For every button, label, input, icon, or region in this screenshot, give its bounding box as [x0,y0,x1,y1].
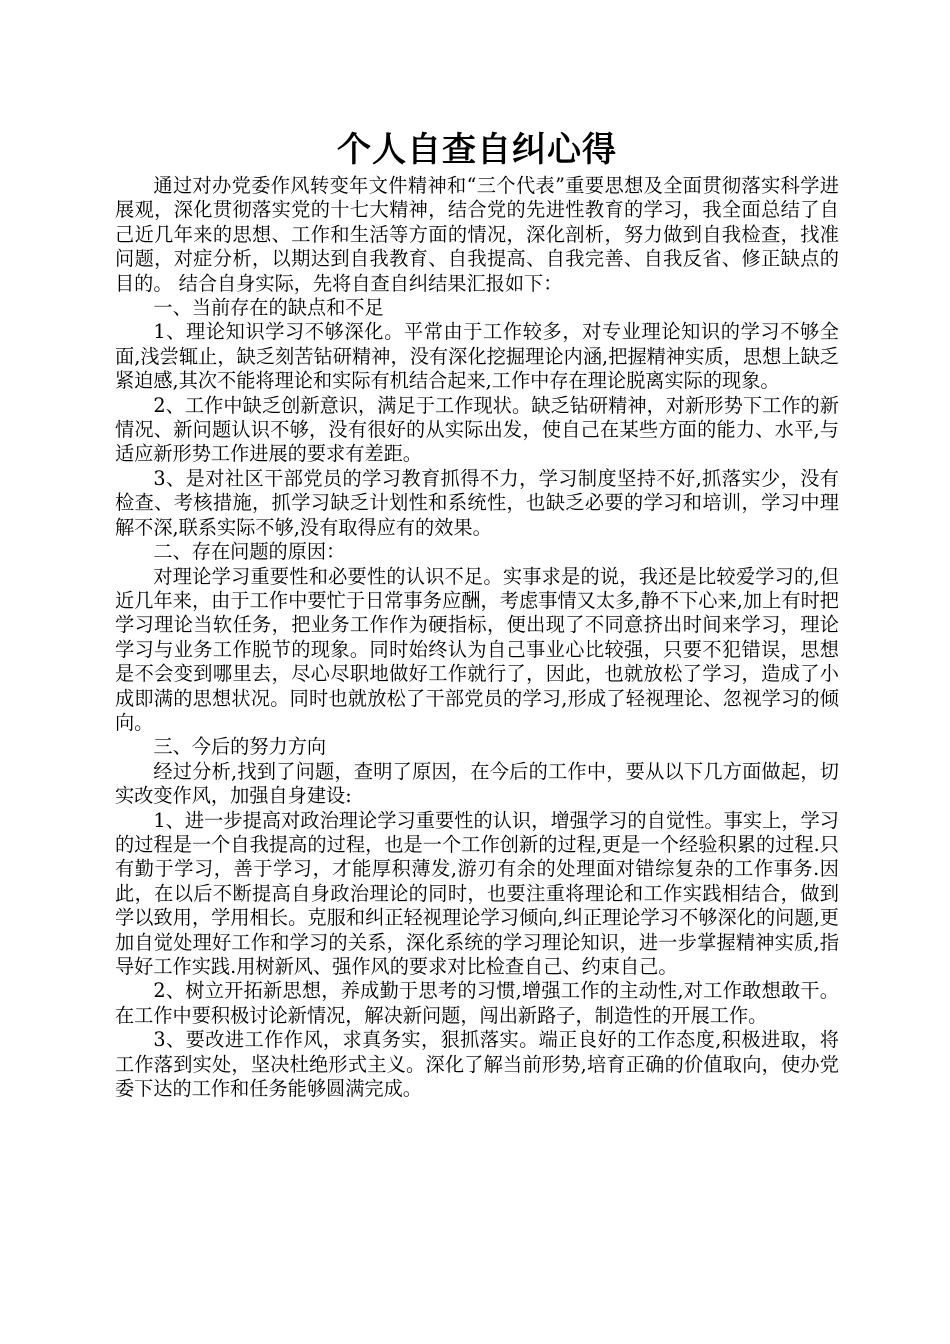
paragraph-shortcoming-2: 2、工作中缺乏创新意识，满足于工作现状。缺乏钻研精神，对新形势下工作的新情况、新问题认识不够，没有很好的从实际出发，使自己在某些方面的能力、水平,与适应新形势工作进展的要求有差距。 [115,393,839,466]
paragraph-shortcoming-1: 1、理论知识学习不够深化。平常由于工作较多，对专业理论知识的学习不够全面,浅尝辄止，缺乏刻苦钻研精神，没有深化挖掘理论内涵,把握精神实质，思想上缺乏紧迫感,其次不能将理论和实际有机结合起来,工作中存在理论脱离实际的现象。 [115,320,839,393]
paragraph-direction-2: 2、树立开拓新思想，养成勤于思考的习惯,增强工作的主动性,对工作敢想敢干。在工作中要积极讨论新情况，解决新问题，闯出新路子，制造性的开展工作。 [115,979,839,1027]
section-heading-causes: 二、存在问题的原因： [153,540,346,564]
paragraph-direction-1: 1、进一步提高对政治理论学习重要性的认识，增强学习的自觉性。事实上，学习的过程是一个自我提高的过程，也是一个工作创新的过程,更是一个经验积累的过程.只有勤于学习，善于学习，才能厚积薄发,游刃有余的处理面对错综复杂的工作事务.因此，在以后不断提高自身政治理论的同时，也要注重将理论和工作实践相结合，做到学以致用，学用相长。克服和纠正轻视理论学习倾向,纠正理论学习不够深化的问题,更加自觉处理好工作和学习的关系，深化系统的学习理论知识，进一步掌握精神实质,指导好工作实践.用树新风、强作风的要求对比检查自己、约束自己。 [115,808,839,978]
document-page [115,128,839,1101]
section-heading-shortcomings: 一、当前存在的缺点和不足 [153,296,384,320]
paragraph-direction-3: 3、要改进工作作风，求真务实，狠抓落实。端正良好的工作态度,积极进取，将工作落到实处，坚决杜绝形式主义。深化了解当前形势,培育正确的价值取向，使办党委下达的工作和任务能够圆满完成。 [115,1028,839,1101]
document-title: 个人自查自纠心得 [337,130,617,170]
paragraph-direction-intro: 经过分析,找到了问题，查明了原因，在今后的工作中，要从以下几方面做起，切实改变作风，加强自身建设: [115,759,839,808]
paragraph-causes: 对理论学习重要性和必要性的认识不足。实事求是的说，我还是比较爱学习的,但近几年来，由于工作中要忙于日常事务应酬，考虑事情又太多,静不下心来,加上有时把学习理论当软任务，把业务工作作为硬指标，便出现了不同意挤出时间来学习，理论学习与业务工作脱节的现象。同时始终认为自己事业心比较强，只要不犯错误，思想是不会变到哪里去，尽心尽职地做好工作就行了，因此，也就放松了学习，造成了小成即满的思想状况。同时也就放松了干部党员的学习,形成了轻视理论、忽视学习的倾向。 [115,564,839,734]
section-heading-direction: 三、今后的努力方向 [153,735,327,759]
paragraph-intro: 通过对办党委作风转变年文件精神和“三个代表”重要思想及全面贯彻落实科学进展观，深化贯彻落实党的十七大精神，结合党的先进性教育的学习，我全面总结了自己近几年来的思想、工作和生活等方面的情况，深化剖析，努力做到自我检查，找准问题，对症分析，以期达到自我教育、自我提高、自我完善、自我反省、修正缺点的目的。 结合自身实际，先将自查自纠结果汇报如下： [115,174,839,295]
paragraph-shortcoming-3: 3、是对社区干部党员的学习教育抓得不力，学习制度坚持不好,抓落实少，没有检查、考核措施，抓学习缺乏计划性和系统性，也缺乏必要的学习和培训，学习中理解不深,联系实际不够,没有取得应有的效果。 [115,466,839,539]
